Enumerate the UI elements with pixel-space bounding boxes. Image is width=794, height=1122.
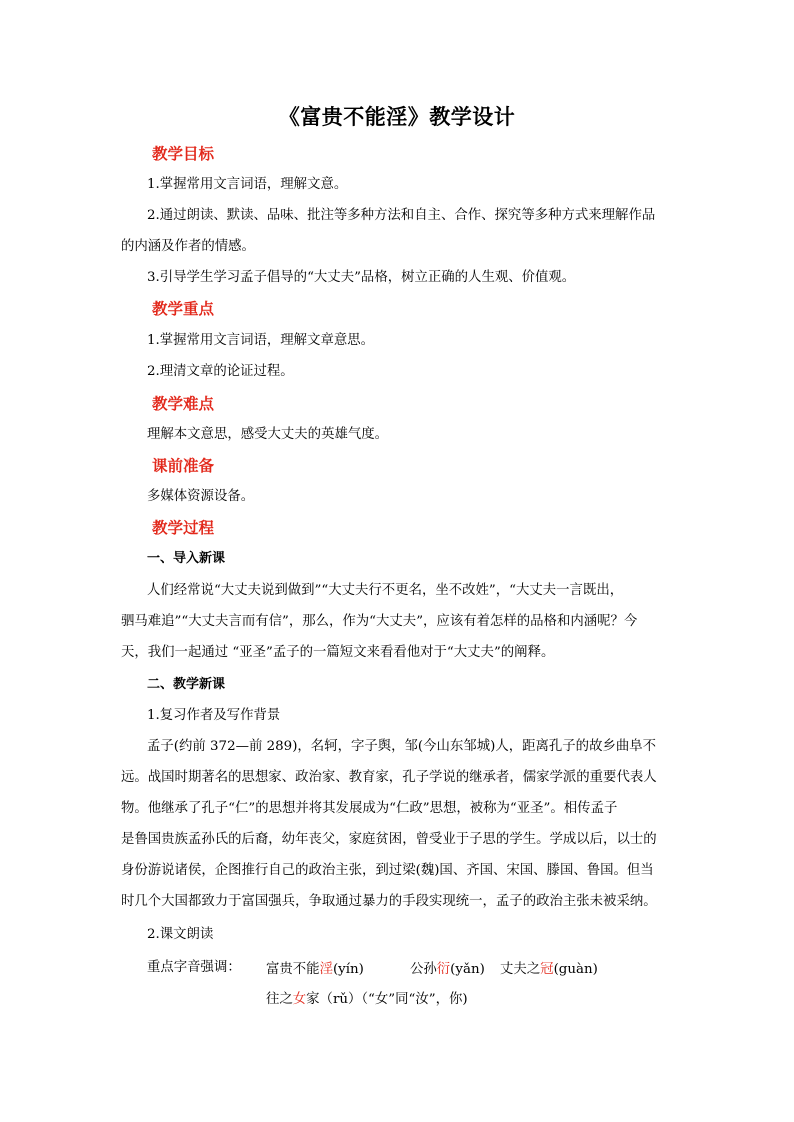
- heading-process: 教学过程: [152, 519, 215, 537]
- heading-teaching-goals: 教学目标: [152, 145, 215, 163]
- bio-line-5: 身份游说诸侯，企图推行自己的政治主张，到过梁(魏)国、齐国、宋国、滕国、鲁国。但当: [121, 863, 654, 878]
- bio-line-3: 物。他继承了孔子“仁”的思想并将其发展成为“仁政”思想，被称为“亚圣”。相传孟子: [121, 801, 618, 816]
- pronunciation-item: 富贵不能淫(yín): [266, 962, 364, 977]
- pronunciation-item: 往之女家（rǔ）（“女”同“汝”，你): [266, 992, 468, 1007]
- goal-item-2: 2.通过朗读、默读、品味、批注等多种方法和自主、合作、探究等多种方式来理解作品: [147, 208, 656, 223]
- step2-title: 2.课文朗读: [147, 927, 214, 942]
- document-title: 《富贵不能淫》教学设计: [278, 105, 516, 129]
- pronunciation-item: 丈夫之冠(guàn): [500, 962, 598, 977]
- preparation-text: 多媒体资源设备。: [147, 489, 255, 504]
- key-point-1: 1.掌握常用文言词语，理解文章意思。: [147, 333, 375, 348]
- difficulties-text: 理解本文意思，感受大丈夫的英雄气度。: [147, 427, 389, 442]
- key-point-2: 2.理清文章的论证过程。: [147, 364, 294, 379]
- intro-line-3: 天，我们一起通过 “亚圣”孟子的一篇短文来看看他对于“大丈夫”的阐释。: [121, 645, 555, 660]
- goal-item-1: 1.掌握常用文言词语，理解文意。: [147, 177, 348, 192]
- goal-item-2-cont: 的内涵及作者的情感。: [121, 239, 255, 254]
- intro-line-2: 驷马难追”“大丈夫言而有信”，那么，作为“大丈夫”，应该有着怎样的品格和内涵呢？今: [121, 614, 638, 629]
- pronunciation-item: 公孙衍(yǎn): [410, 962, 485, 977]
- heading-preparation: 课前准备: [152, 457, 215, 475]
- pronunciation-label: 重点字音强调：: [147, 960, 241, 975]
- heading-key-points: 教学重点: [152, 300, 215, 318]
- highlight-char: 淫: [319, 962, 333, 977]
- heading-difficulties: 教学难点: [152, 395, 215, 413]
- highlight-char: 衍: [436, 962, 451, 977]
- part1-title: 一、导入新课: [147, 551, 226, 566]
- step1-title: 1.复习作者及写作背景: [147, 708, 281, 723]
- bio-line-2: 远。战国时期著名的思想家、政治家、教育家，孔子学说的继承者，儒家学派的重要代表人: [121, 770, 657, 785]
- bio-line-6: 时几个大国都致力于富国强兵，争取通过暴力的手段实现统一，孟子的政治主张未被采纳。: [121, 894, 657, 909]
- bio-line-4: 是鲁国贵族孟孙氏的后裔，幼年丧父，家庭贫困，曾受业于子思的学生。学成以后，以士的: [121, 832, 657, 847]
- intro-line-1: 人们经常说“大丈夫说到做到”“大丈夫行不更名，坐不改姓”，“大丈夫一言既出，: [147, 583, 624, 598]
- bio-line-1: 孟子(约前 372—前 289)，名轲，字子舆，邹(今山东邹城)人，距离孔子的故乡曲阜不: [147, 739, 657, 754]
- highlight-char: 女: [292, 992, 307, 1007]
- part2-title: 二、教学新课: [147, 677, 226, 692]
- goal-item-3: 3.引导学生学习孟子倡导的“大丈夫”品格，树立正确的人生观、价值观。: [147, 270, 576, 285]
- highlight-char: 冠: [540, 962, 554, 977]
